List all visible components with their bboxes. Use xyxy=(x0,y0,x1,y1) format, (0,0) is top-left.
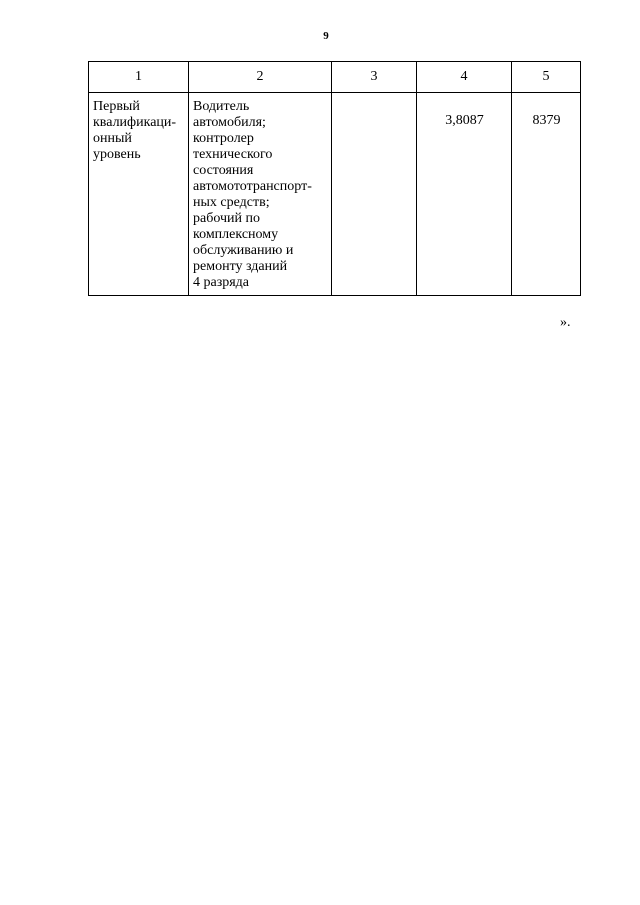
text-line: автомобиля; xyxy=(193,115,266,130)
header-col-4: 4 xyxy=(417,62,512,93)
coefficient-cell: 3,8087 xyxy=(417,93,512,296)
text-line: рабочий по xyxy=(193,211,260,226)
text-line: ремонту зданий xyxy=(193,259,288,274)
text-line: ных средств; xyxy=(193,195,270,210)
text-line: комплексному xyxy=(193,227,279,242)
table-row xyxy=(89,93,581,296)
salary-table xyxy=(88,61,581,296)
text-line: Первый xyxy=(93,99,140,114)
text-line: квалификаци- xyxy=(93,115,177,130)
header-col-5: 5 xyxy=(512,62,581,93)
table-header-row xyxy=(89,62,581,93)
text-line: технического xyxy=(193,147,273,162)
qualification-level-cell xyxy=(89,93,189,296)
text-line: онный xyxy=(93,131,132,146)
text-line: Водитель xyxy=(193,99,250,114)
text-line: обслуживанию и xyxy=(193,243,294,258)
page-number: 9 xyxy=(323,30,329,42)
header-col-3: 3 xyxy=(332,62,417,93)
text-line: 4 разряда xyxy=(193,275,250,290)
closing-quote-mark: ». xyxy=(560,315,571,330)
text-line: уровень xyxy=(93,147,141,162)
header-col-1: 1 xyxy=(89,62,189,93)
text-line: контролер xyxy=(193,131,254,146)
text-line: состояния xyxy=(193,163,254,178)
empty-cell xyxy=(332,93,417,296)
profession-cell xyxy=(189,93,332,296)
text-line: автомототранспорт- xyxy=(193,179,312,194)
header-col-2: 2 xyxy=(189,62,332,93)
salary-cell: 8379 xyxy=(512,93,581,296)
